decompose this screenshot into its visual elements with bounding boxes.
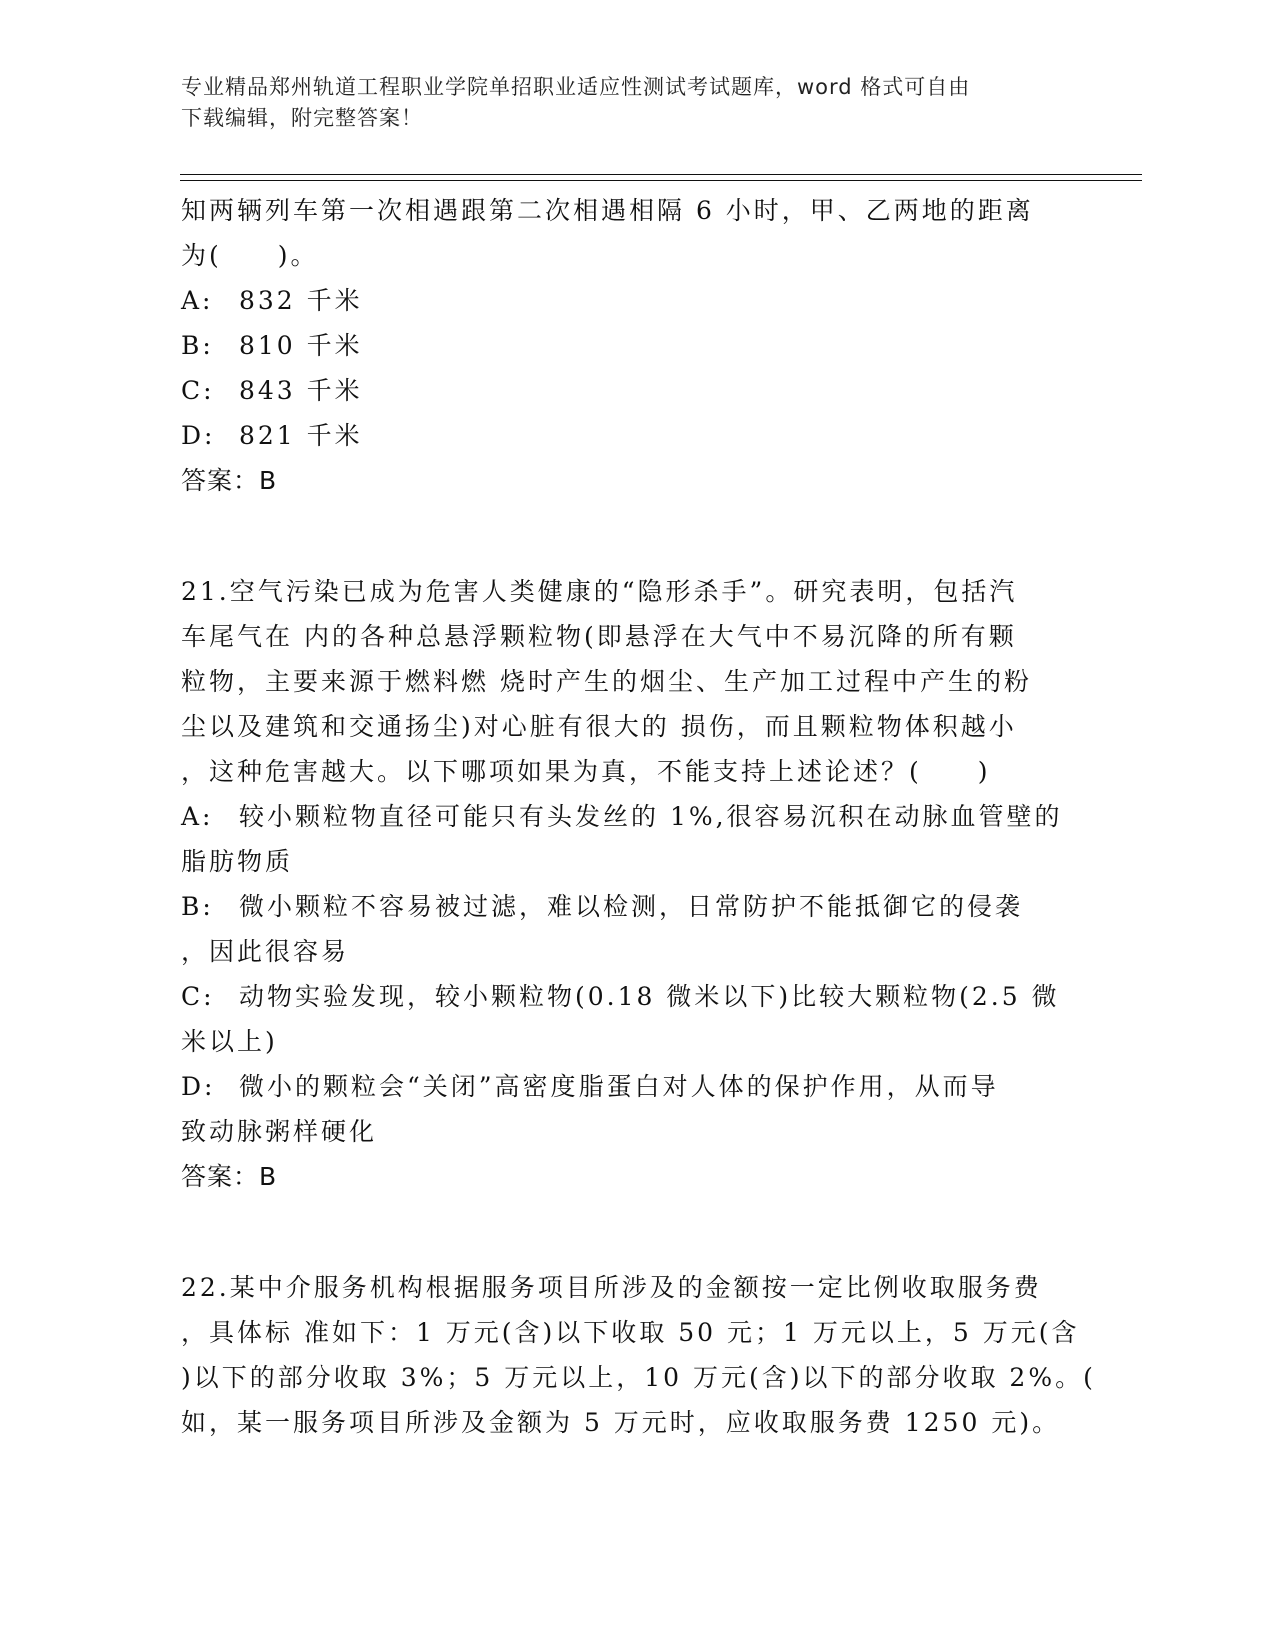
option-b-continued: ，因此很容易 [181,937,350,966]
header-line-2: 下载编辑，附完整答案！ [181,106,423,130]
question-stem-line: 粒物，主要来源于燃料燃 烧时产生的烟尘、生产加工过程中产生的粉 [181,667,1032,696]
document-header [181,72,1061,134]
question-stem-line: )以下的部分收取 3%；5 万元以上，10 万元(含)以下的部分收取 2%。( [181,1363,1096,1392]
question-stem-line: 21.空气污染已成为危害人类健康的“隐形杀手”。研究表明，包括汽 [181,577,1018,606]
option-text: 动物实验发现，较小颗粒物(0.18 微米以下)比较大颗粒物(2.5 微 [239,982,1060,1011]
option-a-continued: 脂肪物质 [181,847,294,876]
option-text: 较小颗粒物直径可能只有头发丝的 1%,很容易沉积在动脉血管壁的 [239,802,1063,831]
option-a [181,794,1081,839]
answer-line: 答案：B [181,1162,278,1191]
question-stem-line: 尘以及建筑和交通扬尘)对心脏有很大的 损伤，而且颗粒物体积越小 [181,712,1017,741]
option-c [181,974,1081,1019]
option-label: D: [181,421,216,450]
answer-line: 答案：B [181,466,278,495]
option-label: C: [181,982,215,1011]
option-text: 832 千米 [239,286,363,315]
option-label: A: [181,802,214,831]
option-d [181,1064,1081,1109]
spacer [181,503,1081,569]
option-label: A: [181,286,214,315]
option-text: 微小的颗粒会“关闭”高密度脂蛋白对人体的保护作用，从而导 [239,1072,999,1101]
question-20 [181,188,1081,503]
option-a [181,278,1081,323]
question-stem-line: 为( )。 [181,241,319,270]
header-divider-bottom [180,180,1142,181]
option-d [181,413,1081,458]
option-b [181,884,1081,929]
option-label: C: [181,376,215,405]
option-text: 843 千米 [239,376,363,405]
question-stem-line: 知两辆列车第一次相遇跟第二次相遇相隔 6 小时，甲、乙两地的距离 [181,196,1034,225]
question-stem-line: 车尾气在 内的各种总悬浮颗粒物(即悬浮在大气中不易沉降的所有颗 [181,622,1017,651]
option-label: B: [181,331,214,360]
spacer [181,1199,1081,1265]
option-d-continued: 致动脉粥样硬化 [181,1117,378,1146]
question-content [181,188,1096,1445]
option-c [181,368,1081,413]
question-21 [181,569,1081,1199]
option-text: 微小颗粒不容易被过滤，难以检测，日常防护不能抵御它的侵袭 [239,892,1024,921]
question-stem-line: 22.某中介服务机构根据服务项目所涉及的金额按一定比例收取服务费 [181,1273,1042,1302]
question-stem-line: ，这种危害越大。以下哪项如果为真，不能支持上述论述？( ) [181,757,991,786]
question-stem-line: 如，某一服务项目所涉及金额为 5 万元时，应收取服务费 1250 元)。 [181,1408,1061,1437]
header-divider-top [180,174,1142,175]
question-22 [181,1265,1096,1445]
question-stem-line: ，具体标 准如下：1 万元(含)以下收取 50 元；1 万元以上，5 万元(含 [181,1318,1080,1347]
option-label: B: [181,892,214,921]
option-text: 821 千米 [239,421,363,450]
header-line-1: 专业精品郑州轨道工程职业学院单招职业适应性测试考试题库，word 格式可自由 [181,75,971,99]
option-text: 810 千米 [239,331,363,360]
option-b [181,323,1081,368]
option-label: D: [181,1072,216,1101]
option-c-continued: 米以上) [181,1027,278,1056]
